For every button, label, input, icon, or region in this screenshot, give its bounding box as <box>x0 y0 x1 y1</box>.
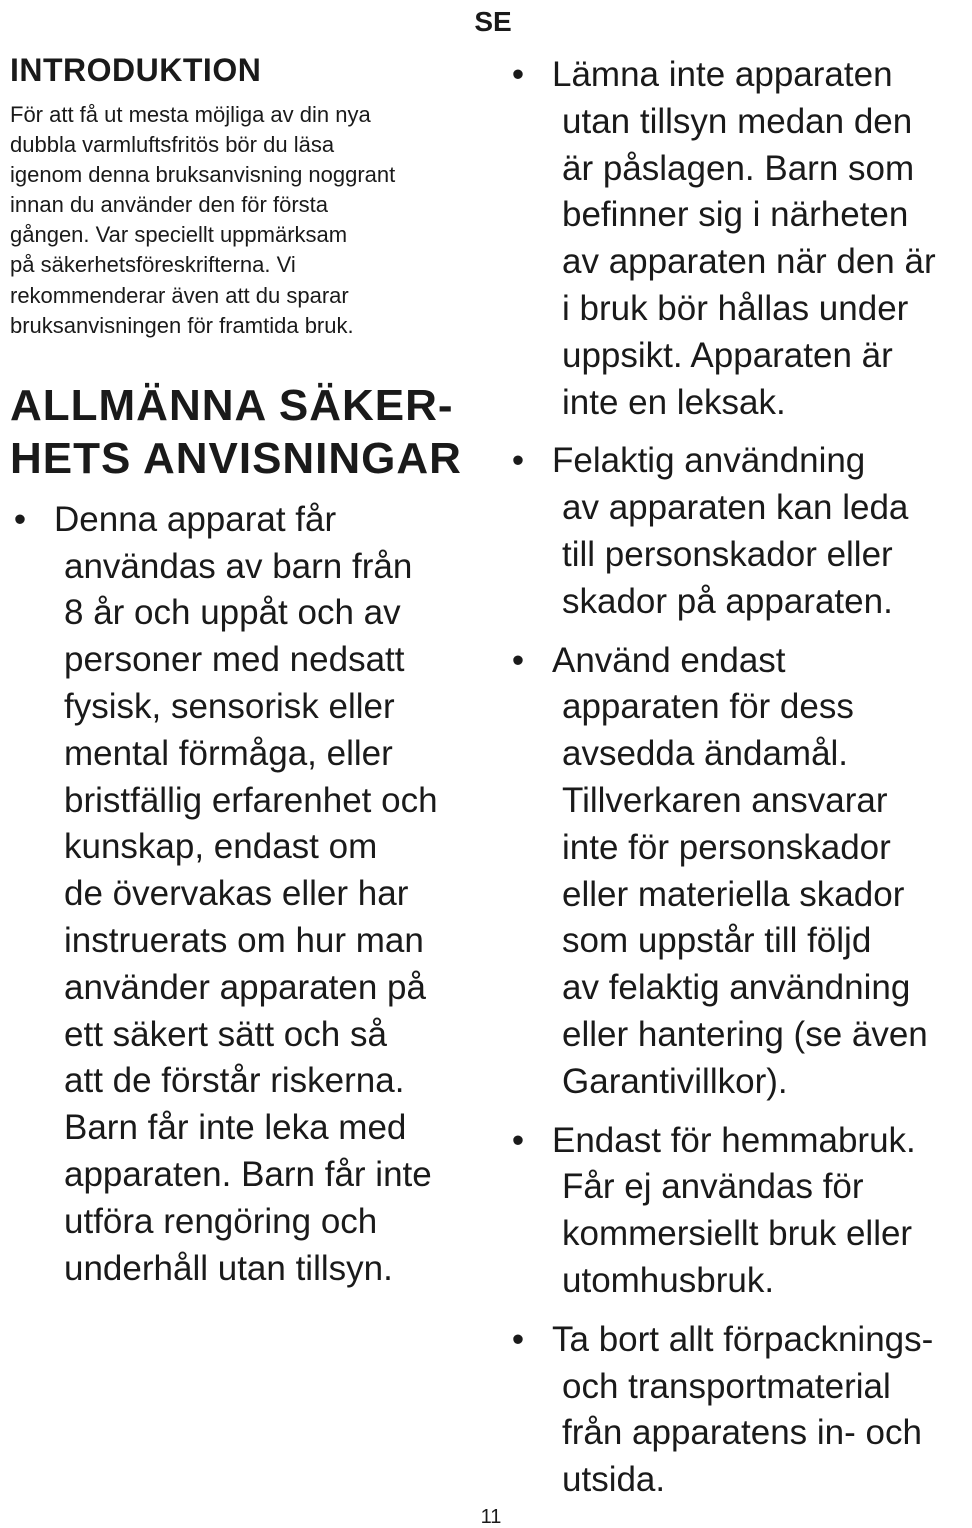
language-code: SE <box>474 6 512 37</box>
bullet-line: Lämna inte apparaten <box>552 55 893 94</box>
bullet-line: fysisk, sensorisk eller <box>64 686 395 726</box>
bullet-line: ett säkert sätt och så <box>64 1014 387 1054</box>
bullet-line: personer med nedsatt <box>64 640 405 680</box>
bullet-text <box>552 638 970 1106</box>
bullet-line: bristfällig erfarenhet och <box>64 780 438 820</box>
bullet-line: inte en leksak. <box>562 382 786 422</box>
bullet-line: att de förstår riskerna. <box>64 1061 405 1101</box>
bullet-line: Denna apparat får <box>54 499 337 539</box>
introduction-line: bruksanvisningen för framtida bruk. <box>10 312 354 338</box>
bullet-line: eller materiella skador <box>562 874 905 914</box>
introduction-line: dubbla varmluftsfritös bör du läsa <box>10 132 335 158</box>
bullet-icon: • <box>511 640 525 680</box>
introduction-text <box>10 100 470 341</box>
bullet-icon: • <box>511 55 525 94</box>
introduction-line: För att få ut mesta möjliga av din nya <box>10 102 371 127</box>
safety-heading <box>10 379 480 485</box>
introduction-line: innan du använder den för första <box>10 192 329 218</box>
bullet-line: inte för personskador <box>562 827 891 867</box>
bullet-line: använder apparaten på <box>64 967 426 1007</box>
bullet-item-misuse <box>508 438 970 625</box>
bullet-line: användas av barn från <box>64 546 413 586</box>
bullet-line: mental förmåga, eller <box>64 733 393 773</box>
bullet-icon: • <box>13 499 27 539</box>
safety-heading-line: HETS ANVISNINGAR <box>10 433 462 483</box>
bullet-line: och transportmaterial <box>562 1366 891 1406</box>
bullet-line: som uppstår till följd <box>562 921 872 961</box>
bullet-item-children <box>10 497 480 1293</box>
bullet-line: Använd endast <box>552 640 786 680</box>
bullet-icon: • <box>511 441 525 481</box>
bullet-line: underhåll utan tillsyn. <box>64 1248 393 1288</box>
bullet-line: avsedda ändamål. <box>562 734 849 774</box>
bullet-line: skador på apparaten. <box>562 581 893 621</box>
page-number: 11 <box>480 1506 502 1528</box>
bullet-item-packaging <box>508 1317 970 1504</box>
bullet-line: kommersiellt bruk eller <box>562 1214 913 1254</box>
right-column <box>508 52 970 1504</box>
bullet-line: är påslagen. Barn som <box>562 148 915 188</box>
right-bullet-list <box>508 52 970 1504</box>
bullet-line: eller hantering (se även <box>562 1014 928 1054</box>
bullet-item-household-use <box>508 1118 970 1305</box>
left-bullet-list <box>10 497 480 1293</box>
bullet-line: från apparatens in- och <box>562 1413 922 1453</box>
safety-heading-line: ALLMÄNNA SÄKER- <box>10 380 454 430</box>
bullet-line: utsida. <box>562 1460 666 1500</box>
bullet-line: av apparaten när den är <box>562 242 936 282</box>
bullet-line: i bruk bör hållas under <box>562 288 909 328</box>
bullet-line: Endast för hemmabruk. <box>552 1120 916 1160</box>
bullet-line: 8 år och uppåt och av <box>64 593 401 633</box>
bullet-line: av felaktig användning <box>562 968 911 1008</box>
bullet-line: Ta bort allt förpacknings- <box>552 1319 934 1359</box>
introduction-line: gången. Var speciellt uppmärksam <box>10 222 348 248</box>
left-column <box>10 52 480 1292</box>
bullet-line: Barn får inte leka med <box>64 1108 407 1148</box>
introduction-heading: INTRODUKTION <box>10 52 262 88</box>
bullet-line: Felaktig användning <box>552 441 866 481</box>
introduction-line: rekommenderar även att du sparar <box>10 282 349 308</box>
bullet-text <box>552 438 970 625</box>
bullet-line: Får ej användas för <box>562 1167 864 1207</box>
bullet-item-intended-use <box>508 638 970 1106</box>
bullet-text <box>552 52 970 426</box>
bullet-line: Garantivillkor). <box>562 1061 788 1101</box>
bullet-icon: • <box>511 1319 525 1359</box>
bullet-text <box>552 1118 970 1305</box>
bullet-line: utomhusbruk. <box>562 1260 775 1300</box>
bullet-line: kunskap, endast om <box>64 827 378 867</box>
bullet-line: av apparaten kan leda <box>562 488 909 528</box>
bullet-line: apparaten för dess <box>562 687 854 727</box>
bullet-item-supervision <box>508 52 970 426</box>
bullet-line: till personskador eller <box>562 534 893 574</box>
bullet-line: de övervakas eller har <box>64 874 409 914</box>
bullet-text <box>552 1317 970 1504</box>
bullet-text <box>54 497 480 1293</box>
bullet-line: befinner sig i närheten <box>562 195 909 235</box>
bullet-line: Tillverkaren ansvarar <box>562 780 888 820</box>
bullet-line: utföra rengöring och <box>64 1201 378 1241</box>
introduction-line: igenom denna bruksanvisning noggrant <box>10 162 396 188</box>
bullet-line: uppsikt. Apparaten är <box>562 335 893 375</box>
bullet-line: instruerats om hur man <box>64 920 424 960</box>
introduction-line: på säkerhetsföreskrifterna. Vi <box>10 252 296 278</box>
bullet-line: utan tillsyn medan den <box>562 101 913 141</box>
bullet-line: apparaten. Barn får inte <box>64 1154 432 1194</box>
bullet-icon: • <box>511 1120 525 1160</box>
